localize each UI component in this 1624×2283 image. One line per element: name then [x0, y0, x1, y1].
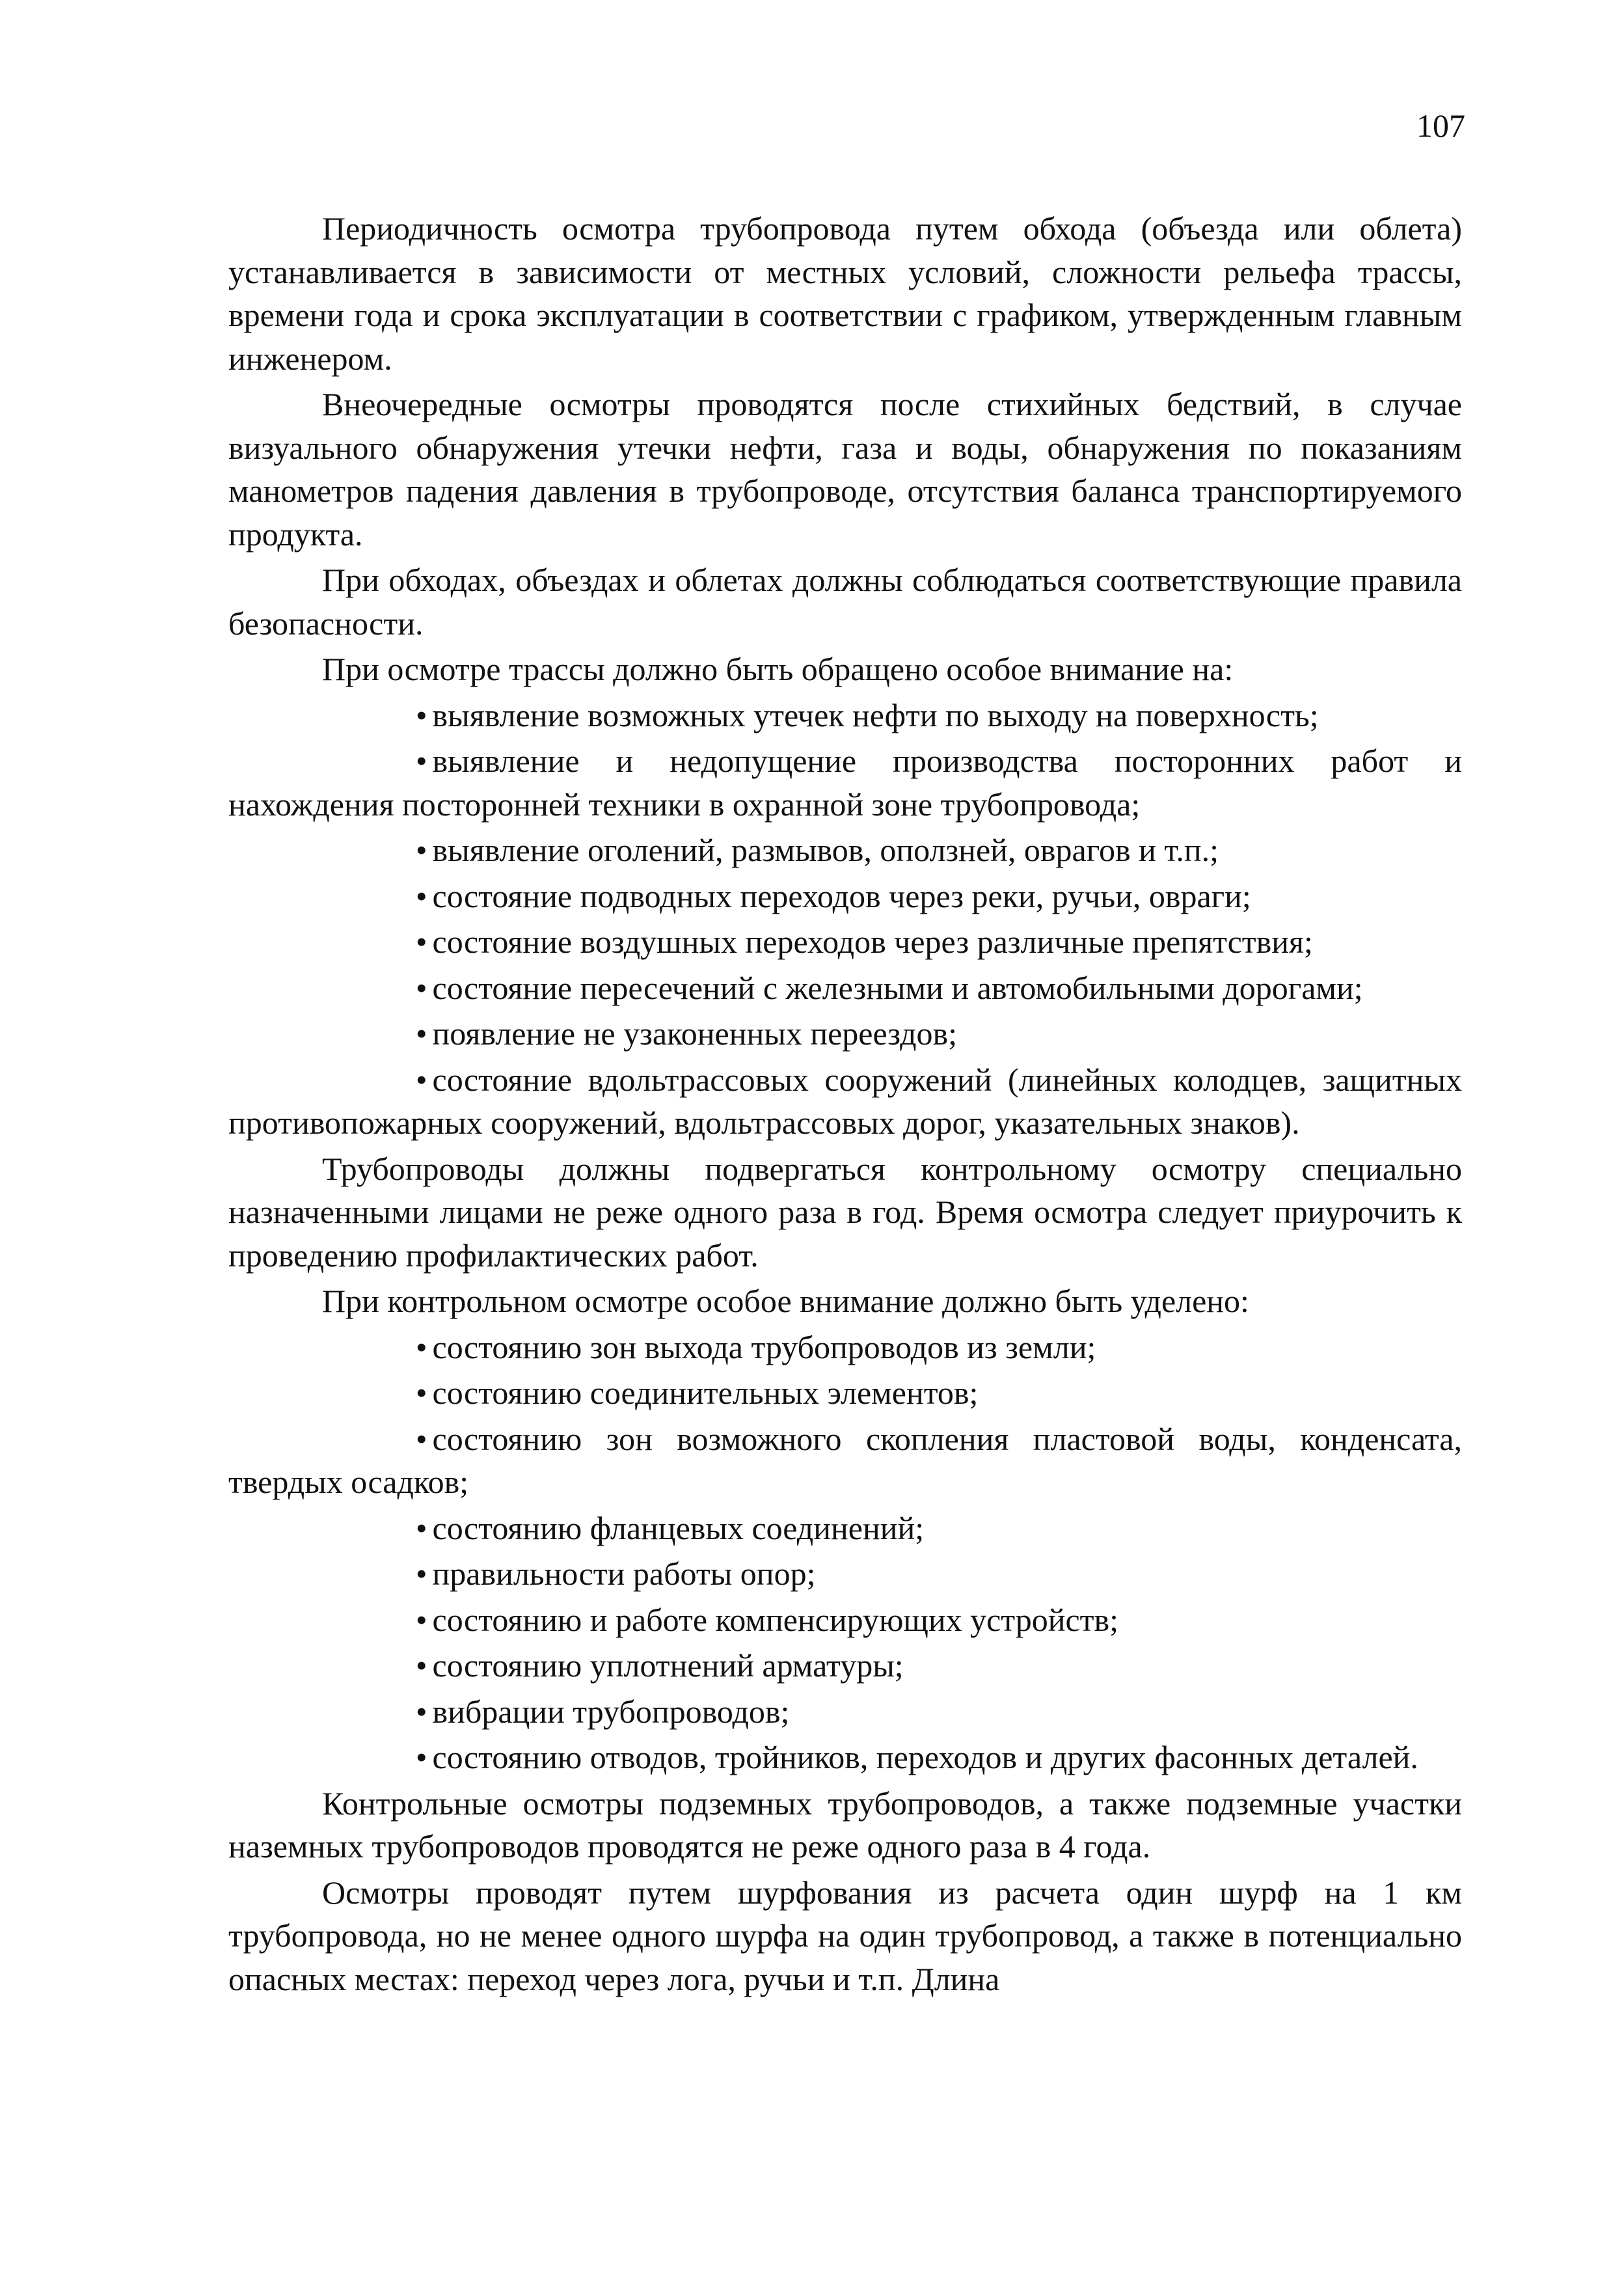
bullet-text: состоянию уплотнений арматуры; — [432, 1647, 904, 1684]
paragraph-text: При контрольном осмотре особое внимание должно быть уделено: — [322, 1283, 1249, 1319]
bullet-text: состоянию фланцевых соединений; — [432, 1509, 925, 1546]
bullet-text: состояние подводных переходов через реки, ручьи, овраги; — [432, 877, 1251, 914]
paragraph-text: Трубопроводы должны подвергаться контрольному осмотру специально назначенными лицами не реже одного раза в год. Время осмотра следует приурочить к проведению профилактических работ. — [228, 1150, 1462, 1274]
bullet-item — [228, 1417, 1462, 1504]
bullet-icon: • — [416, 1509, 427, 1546]
bullet-text: состоянию и работе компенсирующих устройств; — [432, 1601, 1119, 1638]
paragraph-text: Внеочередные осмотры проводятся после стихийных бедствий, в случае визуального обнаружения утечки нефти, газа и воды, обнаружения по показаниям манометров падения давления в трубопроводе, отсутствия баланса транспортируемого продукта. — [228, 386, 1462, 553]
paragraph — [228, 1147, 1462, 1278]
bullet-text: состояние пересечений с железными и автомобильными дорогами; — [432, 969, 1363, 1006]
bullet-text: правильности работы опор; — [432, 1555, 816, 1592]
paragraph-text: Периодичность осмотра трубопровода путем обхода (объезда или облета) устанавливается в зависимости от местных условий, сложности рельефа трассы, времени года и срока эксплуатации в соответствии с графиком, утвержденным главным инженером. — [228, 210, 1462, 377]
bullet-item — [228, 1644, 1462, 1688]
paragraph-text: Осмотры проводят путем шурфования из расчета один шурф на 1 км трубопровода, но не менее одного шурфа на один трубопровод, а также в потенциально опасных местах: переход через лога, ручьи и т.п. Длина — [228, 1874, 1462, 1997]
bullet-text: состояние воздушных переходов через различные препятствия; — [432, 923, 1313, 960]
bullet-icon: • — [416, 969, 427, 1006]
bullet-icon: • — [416, 1555, 427, 1592]
paragraph — [228, 558, 1462, 645]
body-text — [228, 207, 1462, 2001]
bullet-item — [228, 1058, 1462, 1145]
bullet-item — [228, 1598, 1462, 1642]
bullet-text: состоянию зон возможного скопления пластовой воды, конденсата, твердых осадков; — [228, 1420, 1462, 1500]
bullet-icon: • — [416, 1015, 427, 1052]
bullet-text: состоянию соединительных элементов; — [432, 1374, 979, 1411]
paragraph — [228, 1871, 1462, 2001]
paragraph-text: При осмотре трассы должно быть обращено особое внимание на: — [322, 651, 1234, 687]
bullet-text: состоянию отводов, тройников, переходов и других фасонных деталей. — [432, 1739, 1418, 1775]
bullet-item — [228, 966, 1462, 1010]
bullet-item — [228, 739, 1462, 826]
bullet-icon: • — [416, 832, 427, 868]
bullet-text: выявление оголений, размывов, оползней, оврагов и т.п.; — [432, 832, 1219, 868]
bullet-icon: • — [416, 1374, 427, 1411]
bullet-icon: • — [416, 743, 427, 779]
bullet-text: появление не узаконенных переездов; — [432, 1015, 958, 1052]
paragraph-text: Контрольные осмотры подземных трубопроводов, а также подземные участки наземных трубопроводов проводятся не реже одного раза в 4 года. — [228, 1784, 1462, 1865]
bullet-text: состоянию зон выхода трубопроводов из земли; — [432, 1328, 1096, 1365]
bullet-item — [228, 1326, 1462, 1369]
bullet-text: вибрации трубопроводов; — [432, 1693, 790, 1730]
bullet-item — [228, 920, 1462, 964]
paragraph-text: При обходах, объездах и облетах должны соблюдаться соответствующие правила безопасности. — [228, 562, 1462, 642]
bullet-text: выявление и недопущение производства посторонних работ и нахождения посторонней техники в охранной зоне трубопровода; — [228, 743, 1462, 823]
bullet-item — [228, 1012, 1462, 1056]
bullet-item — [228, 1507, 1462, 1550]
bullet-item — [228, 1552, 1462, 1596]
bullet-icon: • — [416, 696, 427, 733]
bullet-item — [228, 875, 1462, 918]
bullet-item — [228, 1690, 1462, 1734]
paragraph — [228, 383, 1462, 556]
paragraph — [228, 207, 1462, 380]
bullet-icon: • — [416, 923, 427, 960]
bullet-icon: • — [416, 1647, 427, 1684]
paragraph — [228, 648, 1462, 691]
paragraph — [228, 1782, 1462, 1868]
bullet-item — [228, 1736, 1462, 1779]
bullet-text: выявление возможных утечек нефти по выходу на поверхность; — [432, 696, 1319, 733]
bullet-icon: • — [416, 1420, 427, 1457]
bullet-item — [228, 1371, 1462, 1415]
bullet-icon: • — [416, 877, 427, 914]
bullet-icon: • — [416, 1693, 427, 1730]
bullet-icon: • — [416, 1739, 427, 1775]
bullet-icon: • — [416, 1601, 427, 1638]
bullet-item — [228, 828, 1462, 872]
paragraph — [228, 1279, 1462, 1323]
page-number: 107 — [1416, 107, 1465, 144]
bullet-icon: • — [416, 1061, 427, 1098]
bullet-text: состояние вдольтрассовых сооружений (линейных колодцев, защитных противопожарных сооружений, вдольтрассовых дорог, указательных знаков). — [228, 1061, 1462, 1141]
bullet-icon: • — [416, 1328, 427, 1365]
bullet-item — [228, 694, 1462, 737]
